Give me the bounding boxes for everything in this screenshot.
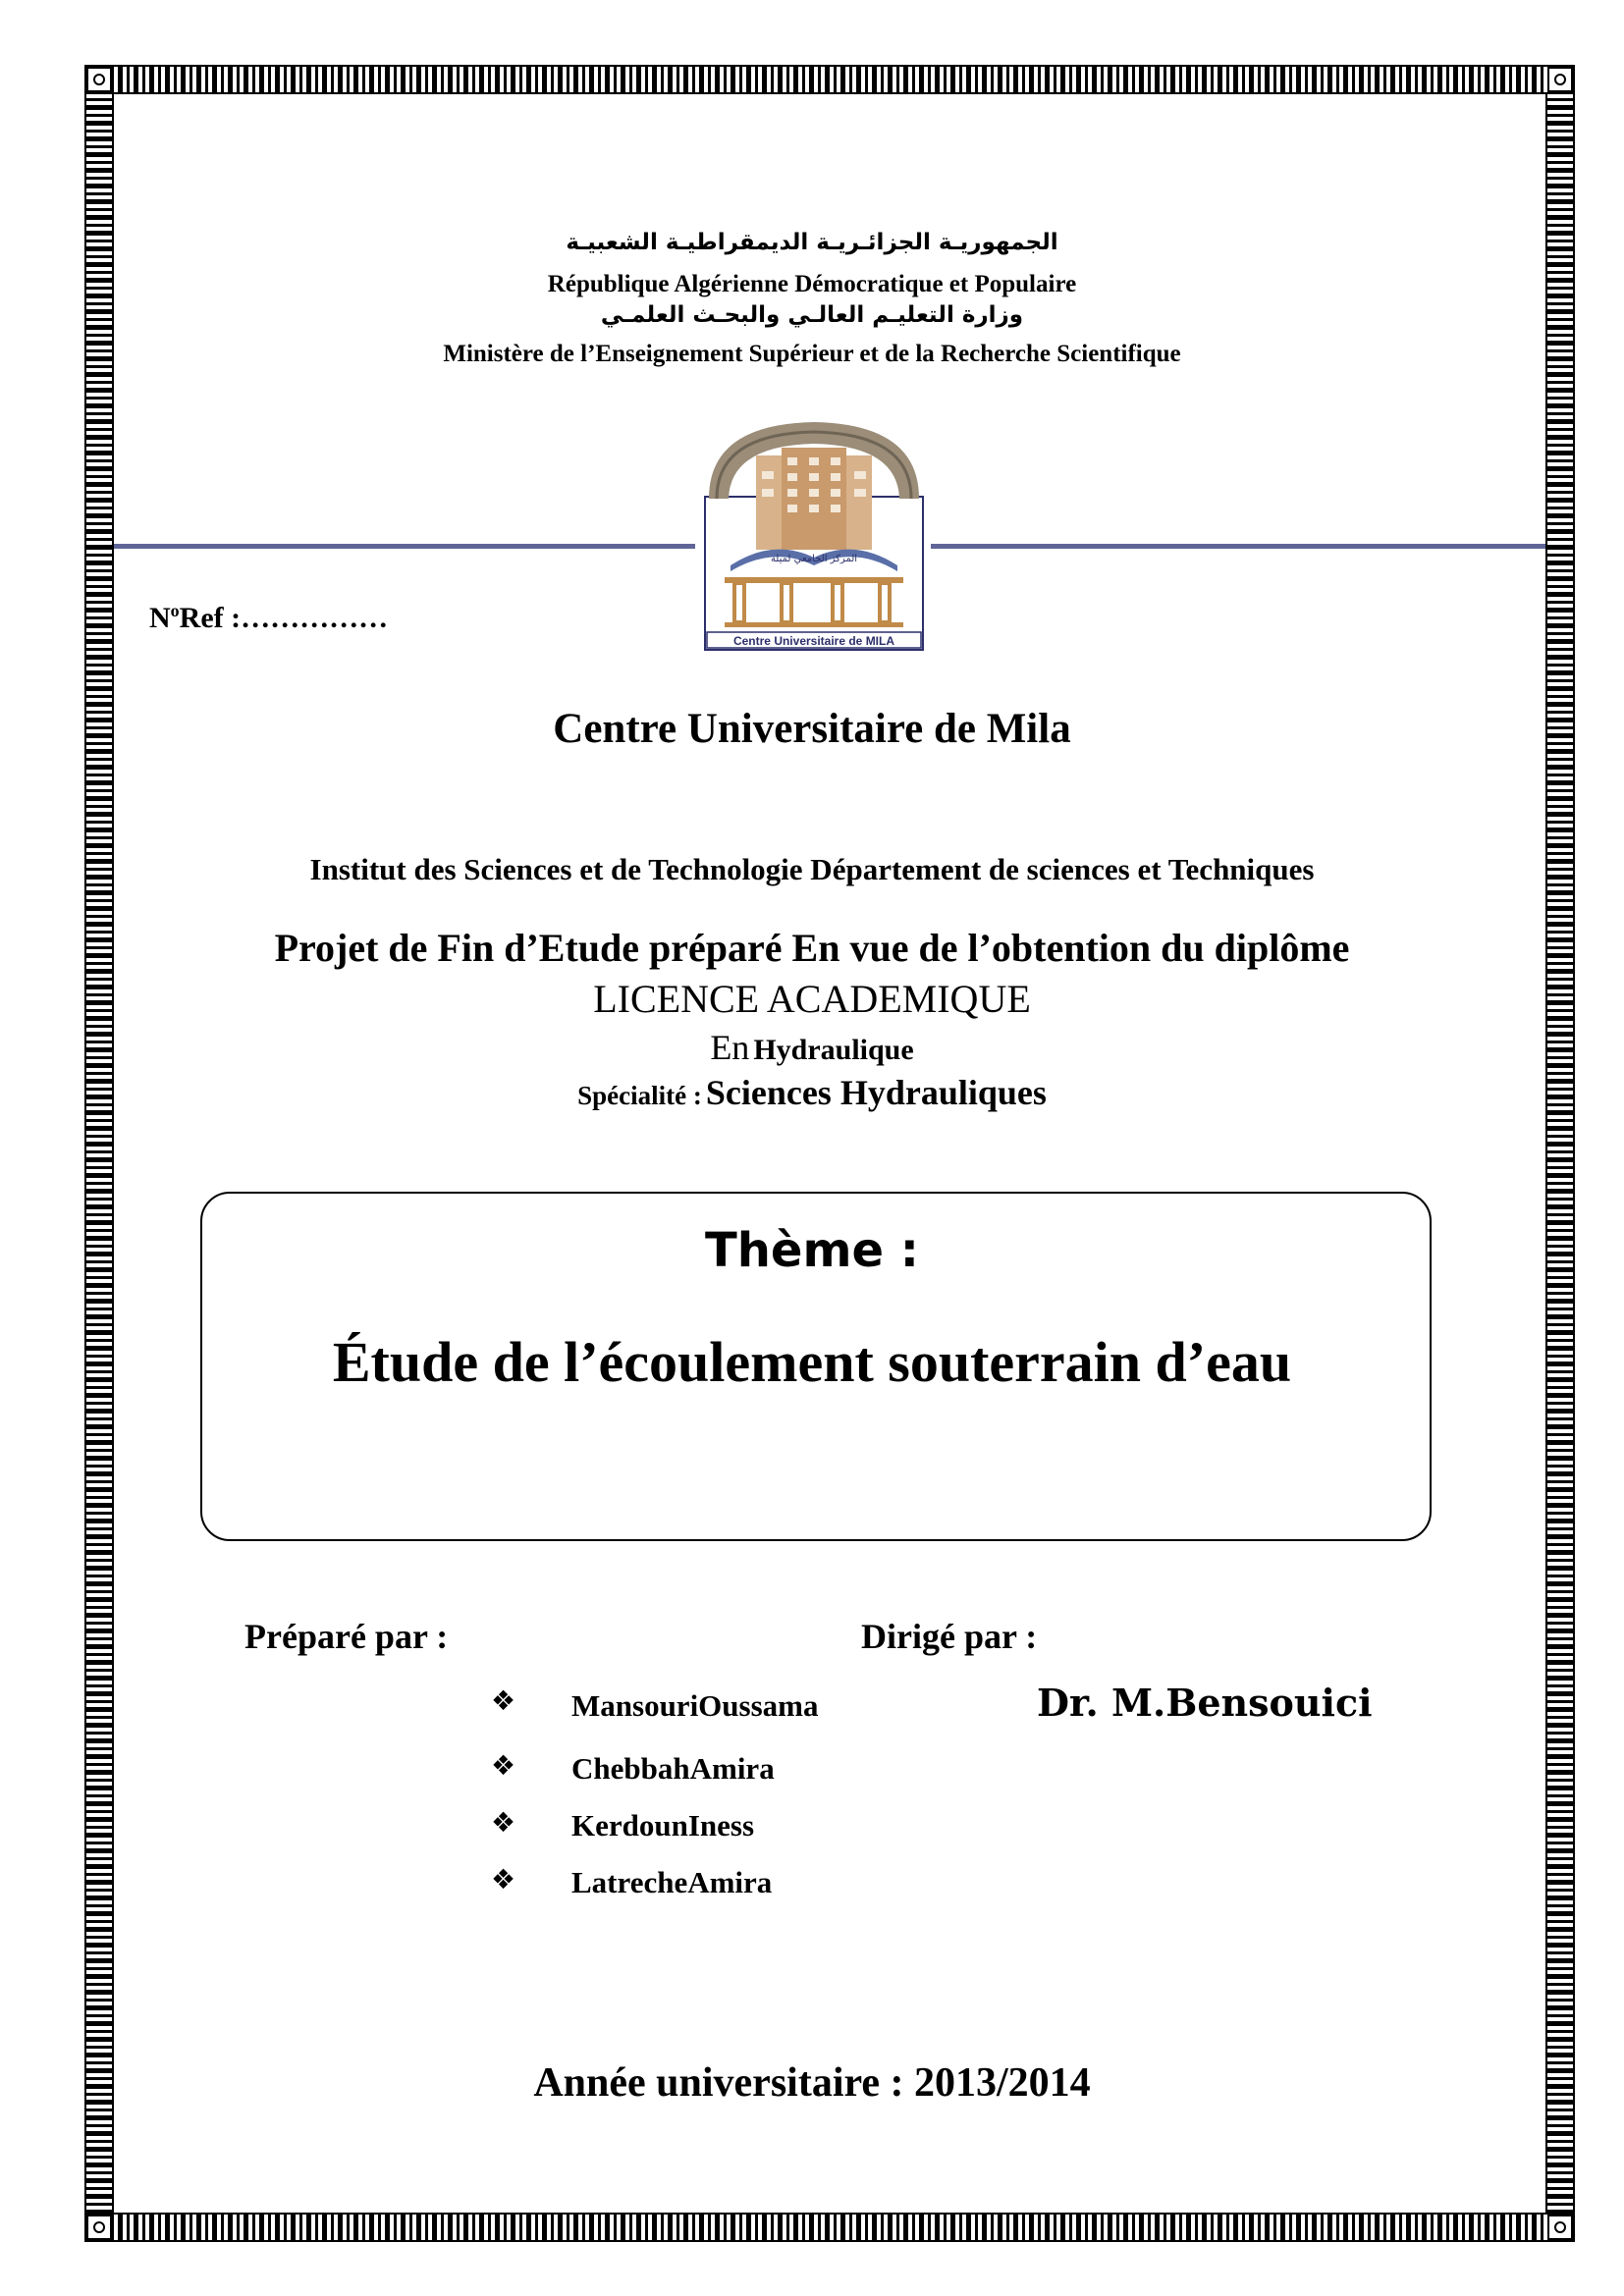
institution-name: Centre Universitaire de Mila [553,706,1071,752]
svg-text:Centre Universitaire de MILA: Centre Universitaire de MILA [732,634,895,648]
corner-ornament [86,67,112,92]
border-band-bottom [86,2215,1573,2240]
reference-number: $N^oRef$ :…………… [149,601,389,634]
svg-text:المركز الجامعي لميلة: المركز الجامعي لميلة [770,554,858,564]
corner-ornament [86,2215,112,2240]
academic-year: Année universitaire : 2013/2014 [533,2060,1091,2106]
bullet-icon: ❖ [491,1749,516,1782]
student-name: KerdounIness [571,1808,755,1842]
bullet-icon: ❖ [491,1806,516,1839]
project-description: Projet de Fin d’Etude préparé En vue de l’obtention du diplôme [274,926,1350,970]
republic-heading: République Algérienne Démocratique et Populaire [547,271,1077,297]
border-band-right [1547,92,1573,2215]
separator-line-left [114,544,695,549]
student-name: ChebbahAmira [571,1751,775,1786]
separator-line-right [931,544,1545,549]
bullet-icon: ❖ [491,1863,516,1896]
ministry-heading: Ministère de l’Enseignement Supérieur et de la Recherche Scientifique [443,341,1181,367]
speciality-line: Spécialité : Sciences Hydrauliques [577,1073,1047,1112]
institute-department: Institut des Sciences et de Technologie Département de sciences et Techniques [309,852,1315,886]
student-name: MansouriOussama [571,1688,819,1723]
directed-by-label: Dirigé par : [861,1617,1038,1656]
arabic-republic-heading: الجمهوريـة الجزائـريـة الديمقراطيـة الشعبيـة [566,230,1058,255]
university-logo [699,412,929,654]
student-name: LatrecheAmira [571,1865,773,1899]
arabic-ministry-heading: وزارة التعليـم العالـي والبحـث العلمـي [600,302,1024,328]
page-content-area [112,92,1547,2215]
thesis-title: Étude de l’écoulement souterrain d’eau [332,1330,1292,1394]
corner-ornament [1547,2215,1573,2240]
field-line: En Hydraulique [710,1028,914,1067]
border-band-left [86,92,112,2215]
corner-ornament [1547,67,1573,92]
bullet-icon: ❖ [491,1684,516,1717]
supervisor-name: Dr. M.Bensouici [1037,1681,1373,1725]
prepared-by-label: Préparé par : [244,1617,449,1656]
border-band-top [86,67,1573,92]
degree-title: LICENCE ACADEMIQUE [593,977,1031,1021]
theme-label: Thème : [705,1223,919,1278]
